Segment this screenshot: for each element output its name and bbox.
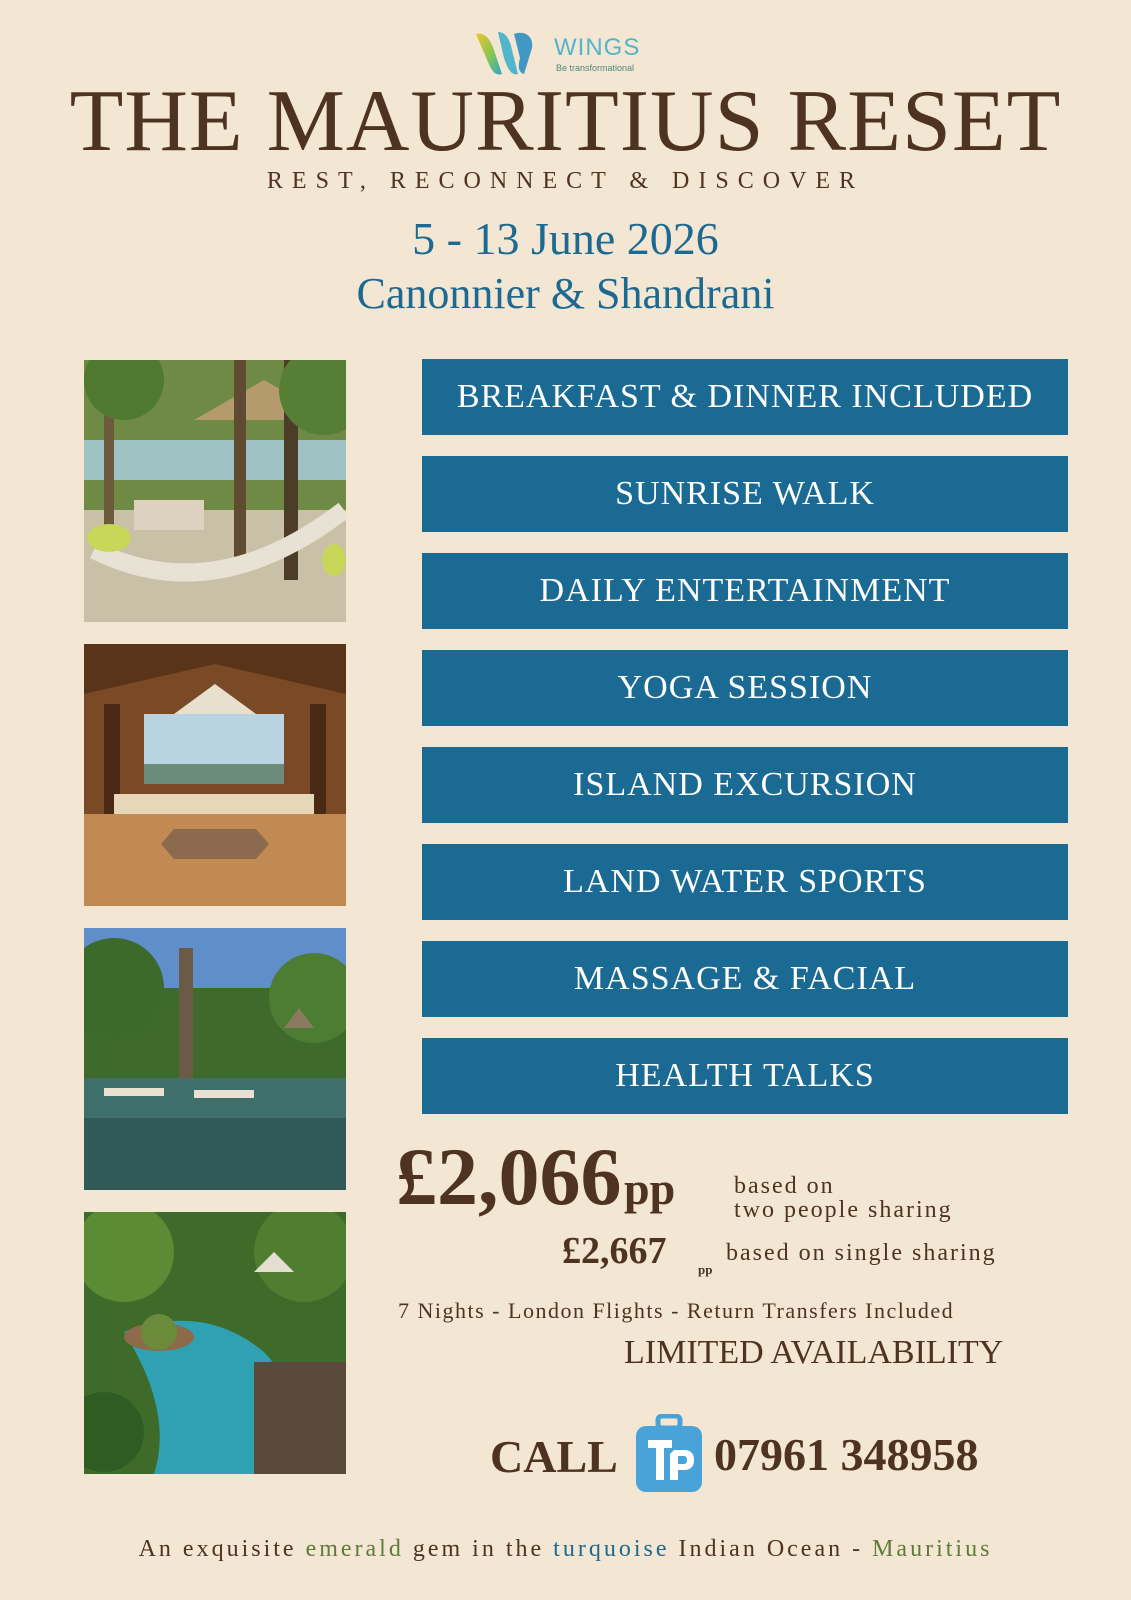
photo-lagoon-pool xyxy=(84,928,346,1190)
trip-dates: 5 - 13 June 2026 xyxy=(412,213,719,264)
feature-land-water-sports: LAND WATER SPORTS xyxy=(422,844,1068,920)
page-subtitle: REST, RECONNECT & DISCOVER xyxy=(266,168,865,194)
price-single: £2,667 xyxy=(562,1230,667,1272)
footer-emerald: emerald xyxy=(305,1536,404,1562)
photo-hammock-garden xyxy=(84,360,346,622)
footer-tagline xyxy=(0,1536,1131,1563)
price-single-note: based on single sharing xyxy=(726,1240,997,1266)
price-shared-note-line1: based on xyxy=(734,1173,835,1199)
availability-notice: LIMITED AVAILABILITY xyxy=(624,1334,1004,1371)
price-shared: £2,066 xyxy=(396,1131,622,1222)
feature-yoga-session: YOGA SESSION xyxy=(422,650,1068,726)
footer-place: Mauritius xyxy=(872,1536,993,1562)
tp-luggage-icon xyxy=(634,1414,704,1494)
package-includes: 7 Nights - London Flights - Return Transfers Included xyxy=(398,1298,955,1323)
page-title: THE MAURITIUS RESET xyxy=(69,73,1062,170)
footer-text-2: gem in the xyxy=(403,1536,554,1562)
trip-location: Canonnier & Shandrani xyxy=(356,269,775,318)
feature-sunrise-walk: SUNRISE WALK xyxy=(422,456,1068,532)
price-single-unit: pp xyxy=(698,1262,713,1277)
footer-text-1: An exquisite xyxy=(138,1536,306,1562)
brand-tagline: Be transformational xyxy=(556,63,635,73)
feature-island-excursion: ISLAND EXCURSION xyxy=(422,747,1068,823)
photo-aerial-pool xyxy=(84,1212,346,1474)
brand-name: WINGS xyxy=(554,34,641,61)
price-shared-unit: pp xyxy=(624,1163,676,1214)
call-label: CALL xyxy=(490,1431,618,1482)
phone-number[interactable]: 07961 348958 xyxy=(714,1429,979,1480)
footer-text-3: Indian Ocean - xyxy=(669,1536,873,1562)
feature-health-talks: HEALTH TALKS xyxy=(422,1038,1068,1114)
feature-daily-entertainment: DAILY ENTERTAINMENT xyxy=(422,553,1068,629)
feature-breakfast-dinner: BREAKFAST & DINNER INCLUDED xyxy=(422,359,1068,435)
feature-massage-facial: MASSAGE & FACIAL xyxy=(422,941,1068,1017)
footer-turquoise: turquoise xyxy=(553,1536,670,1562)
photo-open-lobby xyxy=(84,644,346,906)
price-shared-note-line2: two people sharing xyxy=(734,1197,953,1223)
price-shared-note xyxy=(734,1174,1034,1222)
